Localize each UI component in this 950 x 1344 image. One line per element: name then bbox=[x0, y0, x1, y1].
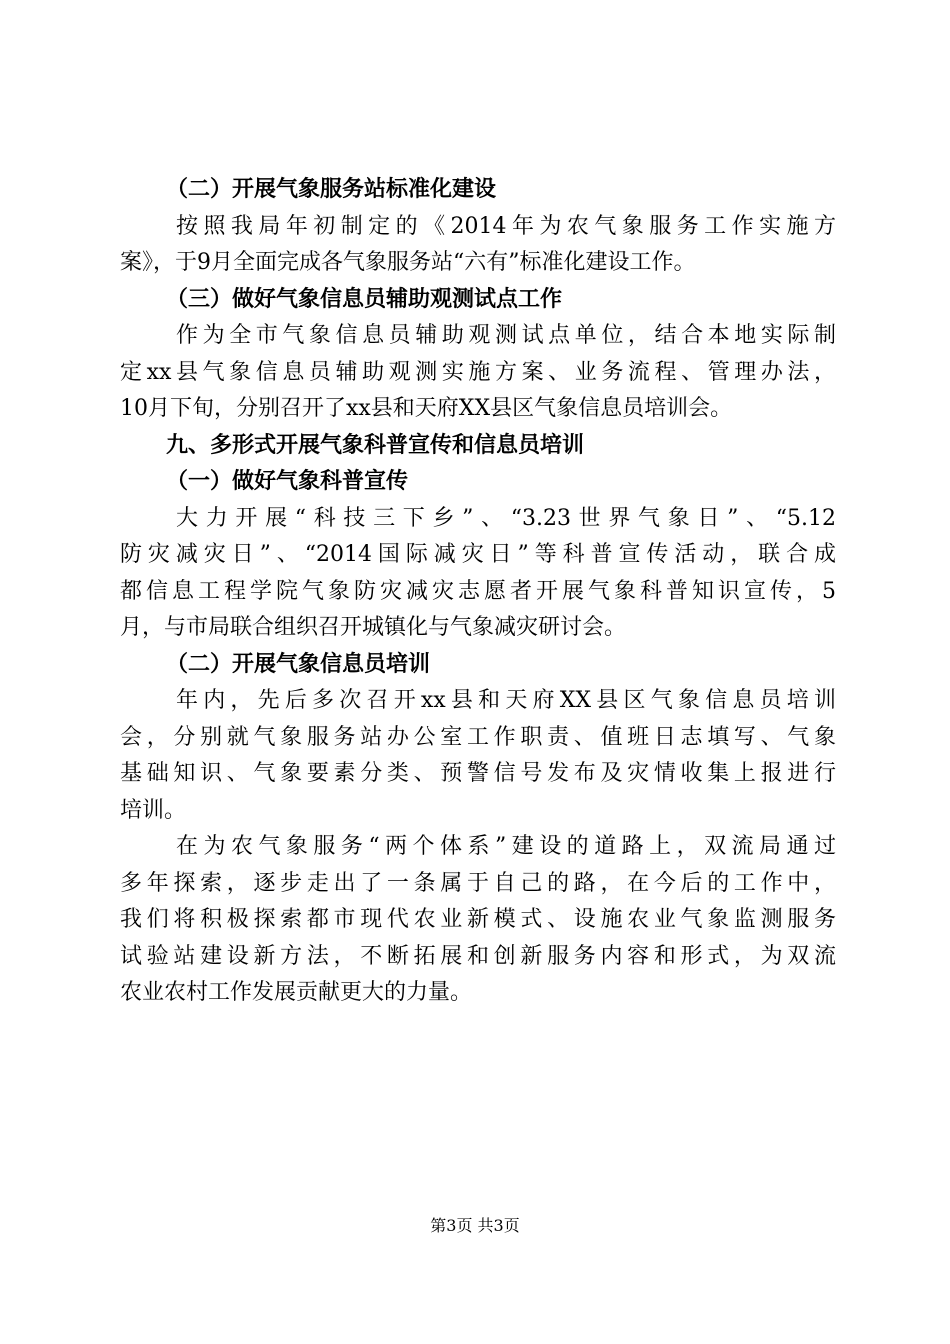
paragraph-line: 月，与市局联合组织召开城镇化与气象减灾研讨会。 bbox=[120, 615, 627, 640]
paragraph-line: 农业农村工作发展贡献更大的力量。 bbox=[120, 980, 473, 1005]
paragraph-line: 10月下旬，分别召开了xx县和天府XX县区气象信息员培训会。 bbox=[120, 396, 733, 421]
paragraph-line: 作为全市气象信息员辅助观测试点单位，结合本地实际制 bbox=[176, 323, 836, 348]
document-body bbox=[120, 172, 836, 1012]
section-heading: （一）做好气象科普宣传 bbox=[166, 469, 409, 494]
paragraph-line: 都信息工程学院气象防灾减灾志愿者开展气象科普知识宣传，5 bbox=[120, 578, 836, 604]
paragraph-line: 案》，于9月全面完成各气象服务站“六有”标准化建设工作。 bbox=[120, 250, 696, 275]
paragraph-line: 基础知识、气象要素分类、预警信号发布及灾情收集上报进行 bbox=[120, 761, 836, 786]
paragraph-line: 大力开展“科技三下乡”、“3.23世界气象日”、“5.12 bbox=[176, 505, 836, 531]
section-heading: （三）做好气象信息员辅助观测试点工作 bbox=[166, 286, 563, 312]
paragraph-line: 按照我局年初制定的《2014年为农气象服务工作实施方 bbox=[176, 213, 836, 239]
section-heading: （二）开展气象服务站标准化建设 bbox=[166, 177, 497, 202]
paragraph-line: 在为农气象服务“两个体系”建设的道路上，双流局通过 bbox=[176, 834, 836, 859]
page-number-footer: 第3页 共3页 bbox=[430, 1216, 520, 1235]
paragraph-line: 防灾减灾日”、“2014国际减灾日”等科普宣传活动，联合成 bbox=[120, 542, 836, 567]
paragraph-line: 多年探索，逐步走出了一条属于自己的路，在今后的工作中， bbox=[120, 870, 836, 896]
chapter-heading: 九、多形式开展气象科普宣传和信息员培训 bbox=[166, 432, 585, 458]
paragraph-line: 会，分别就气象服务站办公室工作职责、值班日志填写、气象 bbox=[120, 724, 836, 750]
paragraph-line: 我们将积极探索都市现代农业新模式、设施农业气象监测服务 bbox=[120, 907, 836, 932]
section-heading: （二）开展气象信息员培训 bbox=[166, 651, 431, 677]
paragraph-line: 定xx县气象信息员辅助观测实施方案、业务流程、管理办法， bbox=[120, 359, 836, 385]
paragraph-line: 年内，先后多次召开xx县和天府XX县区气象信息员培训 bbox=[176, 688, 836, 713]
paragraph-line: 培训。 bbox=[120, 797, 187, 823]
paragraph-line: 试验站建设新方法，不断拓展和创新服务内容和形式，为双流 bbox=[120, 943, 836, 969]
